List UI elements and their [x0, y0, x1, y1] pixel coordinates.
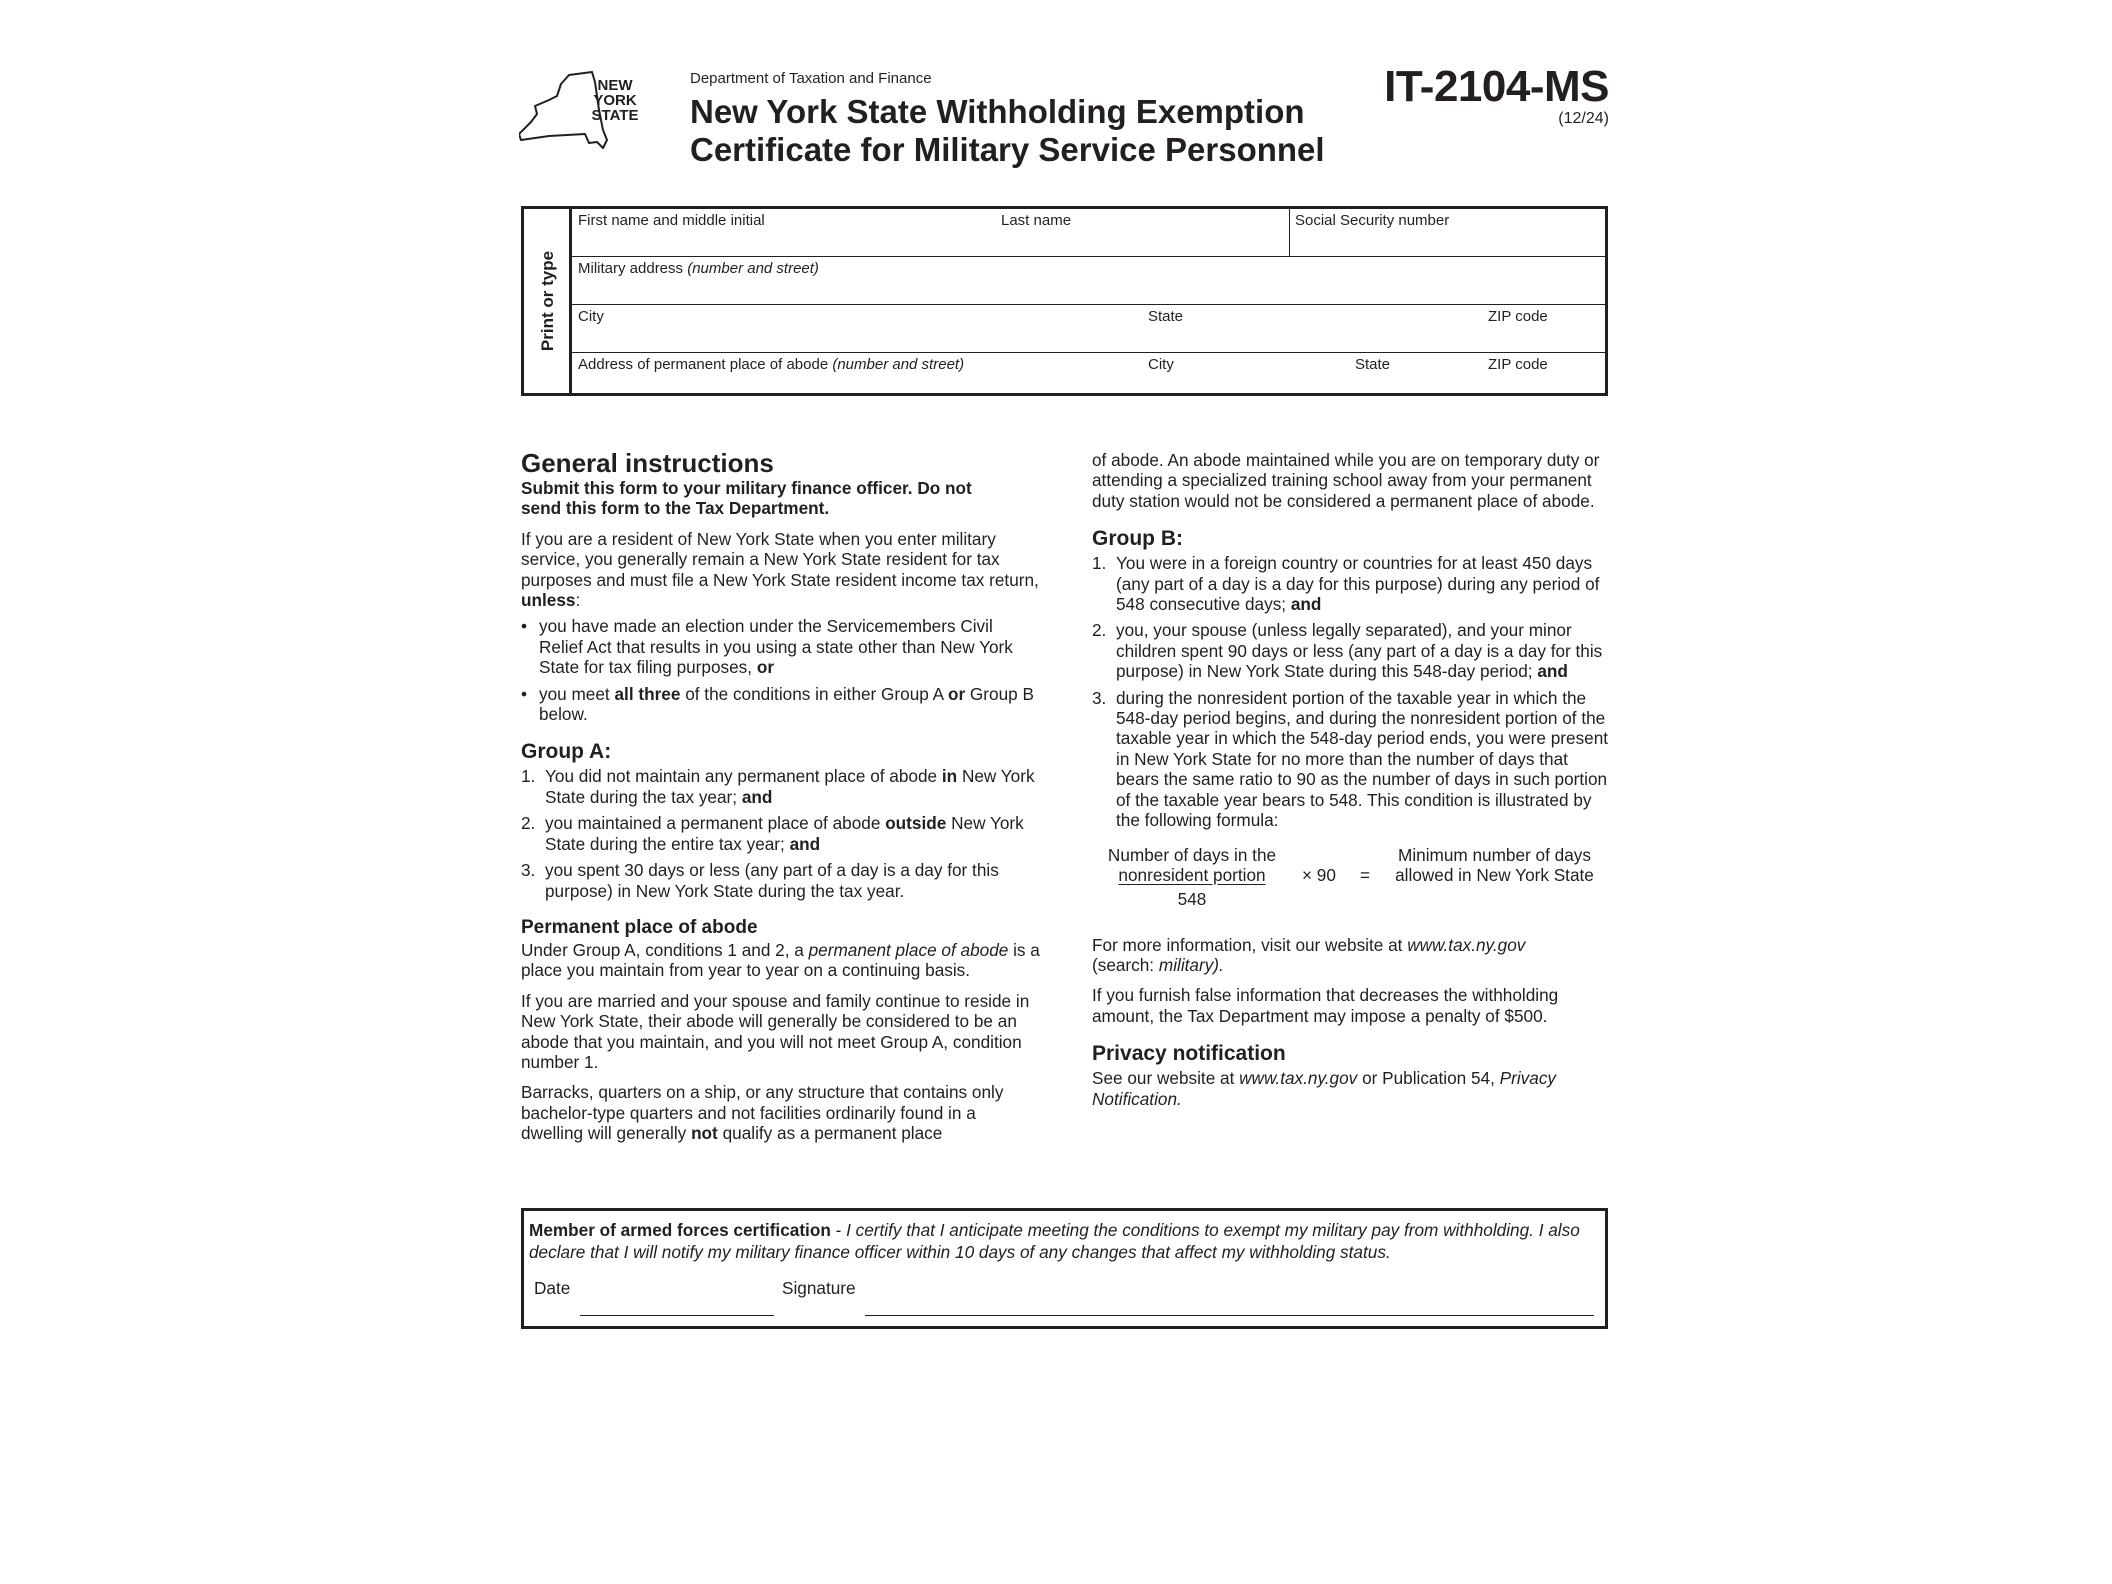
- abode-paragraph-3: Barracks, quarters on a ship, or any structure that contains only bachelor-type quarters and not facilities ordinarily found in a dwelling will generally not qualify as a permanent place: [521, 1082, 1004, 1144]
- zip-field[interactable]: ZIP code: [1488, 308, 1548, 325]
- military-address-field[interactable]: Military address (number and street): [578, 260, 819, 277]
- state-field[interactable]: State: [1148, 308, 1184, 325]
- permanent-abode-heading: Permanent place of abode: [521, 916, 758, 938]
- nys-logo: [519, 70, 649, 150]
- title-line-2: Certificate for Military Service Personnel: [690, 131, 1325, 168]
- privacy-heading: Privacy notification: [1092, 1042, 1286, 1066]
- first-name-field[interactable]: First name and middle initial: [578, 212, 765, 229]
- formula-denominator: 548: [1177, 888, 1207, 909]
- form-title: [690, 93, 1325, 169]
- date-field[interactable]: [580, 1315, 774, 1316]
- certification-statement: Member of armed forces certification - I certify that I anticipate meeting the conditions to exempt my military pay from withholding. I also declare that I will notify my military finance officer within 10 days of any changes that affect my withholding status.: [529, 1220, 1580, 1262]
- permanent-zip-field[interactable]: ZIP code: [1488, 356, 1548, 373]
- submit-instruction: Submit this form to your military finance officer. Do not send this form to the Tax Department.: [521, 478, 972, 519]
- print-or-type-label: Print or type: [538, 250, 557, 352]
- personal-info-box: [521, 206, 1608, 396]
- group-a-item-2: 2. you maintained a permanent place of abode outside New York State during the entire tax year; and: [521, 813, 1024, 854]
- last-name-field[interactable]: Last name: [1001, 212, 1072, 229]
- formula-equals: =: [1360, 864, 1371, 885]
- penalty-paragraph: If you furnish false information that decreases the withholding amount, the Tax Department may impose a penalty of $500.: [1092, 985, 1559, 1026]
- name-row: [572, 209, 1605, 257]
- print-or-type-bar: [524, 209, 572, 393]
- website-link[interactable]: www.tax.ny.gov: [1407, 934, 1526, 955]
- bullet-item: • you meet all three of the conditions in either Group A or Group B below.: [521, 683, 1034, 725]
- general-instructions-heading: General instructions: [521, 448, 774, 478]
- group-a-item-1: 1. You did not maintain any permanent place of abode in New York State during the tax year; and: [521, 766, 1035, 807]
- privacy-website-link[interactable]: www.tax.ny.gov: [1239, 1068, 1358, 1089]
- exemption-formula: [1092, 845, 1612, 919]
- signature-field[interactable]: [865, 1315, 1594, 1316]
- city-state-zip-row: [572, 305, 1605, 353]
- ssn-field[interactable]: Social Security number: [1295, 212, 1450, 229]
- more-info-paragraph: For more information, visit our website at www.tax.ny.gov (search: military).: [1092, 934, 1526, 975]
- title-line-1: New York State Withholding Exemption: [690, 93, 1305, 130]
- date-label: Date: [534, 1278, 571, 1298]
- right-column: [1092, 450, 1612, 1115]
- logo-text: NEW YORK STATE: [591, 77, 639, 124]
- formula-result: Minimum number of days allowed in New York State: [1395, 844, 1594, 885]
- left-column: [521, 448, 1041, 1150]
- city-field[interactable]: City: [578, 308, 604, 325]
- intro-paragraph: If you are a resident of New York State when you enter military service, you generally remain a New York State resident for tax purposes and must file a New York State resident income tax return, unless:: [521, 528, 1039, 611]
- abode-paragraph-3-continued: of abode. An abode maintained while you are on temporary duty or attending a specialized training school away from your permanent duty station would not be considered a permanent place of abode.: [1092, 450, 1600, 511]
- privacy-paragraph: See our website at www.tax.ny.gov or Publication 54, Privacy Notification.: [1092, 1068, 1557, 1109]
- certification-box: [521, 1208, 1608, 1329]
- bullet-item: • you have made an election under the Servicemembers Civil Relief Act that results in you using a state other than New York State for tax filing purposes, or: [521, 616, 1013, 678]
- signature-label: Signature: [782, 1278, 856, 1298]
- abode-paragraph-1: Under Group A, conditions 1 and 2, a permanent place of abode is a place you maintain from year to year on a continuing basis.: [521, 939, 1040, 981]
- permanent-city-field[interactable]: City: [1148, 356, 1174, 373]
- group-a-heading: Group A:: [521, 740, 612, 764]
- formula-numerator: Number of days in the nonresident portion: [1107, 844, 1277, 885]
- permanent-address-field[interactable]: Address of permanent place of abode (number and street): [578, 356, 965, 373]
- group-b-heading: Group B:: [1092, 527, 1183, 551]
- group-a-item-3: 3. you spent 30 days or less (any part of a day is a day for this purpose) in New York State during the tax year.: [521, 860, 999, 901]
- department-name: Department of Taxation and Finance: [690, 70, 932, 87]
- form-number: IT-2104-MS: [1384, 62, 1609, 111]
- formula-multiplier: × 90: [1302, 864, 1336, 885]
- permanent-state-field[interactable]: State: [1355, 356, 1391, 373]
- group-b-item-2: 2. you, your spouse (unless legally separated), and your minor children spent 90 days or less (any part of a day is a day for this purpose) in New York State during this 548-day period; and: [1092, 620, 1603, 682]
- military-address-row: [572, 257, 1605, 305]
- ssn-divider: [1289, 209, 1290, 256]
- group-b-item-1: 1. You were in a foreign country or countries for at least 450 days (any part of a day is a day for this purpose) during any period of 548 consecutive days; and: [1092, 553, 1600, 615]
- form-revision: (12/24): [1558, 110, 1609, 127]
- group-b-item-3: 3. during the nonresident portion of the taxable year in which the 548-day period begins, and during the nonresident portion of the taxable year in which the 548-day period ends, you were present in New York State for no more than the number of days that bears the same ratio to 90 as the number of days in such portion of the taxable year bears to 548. This condition is illustrated by the following formula:: [1092, 687, 1609, 831]
- abode-paragraph-2: If you are married and your spouse and family continue to reside in New York State, their abode will generally be considered to be an abode that you maintain, and you will not meet Group A, condition number 1.: [521, 990, 1030, 1072]
- permanent-address-row: [572, 353, 1605, 401]
